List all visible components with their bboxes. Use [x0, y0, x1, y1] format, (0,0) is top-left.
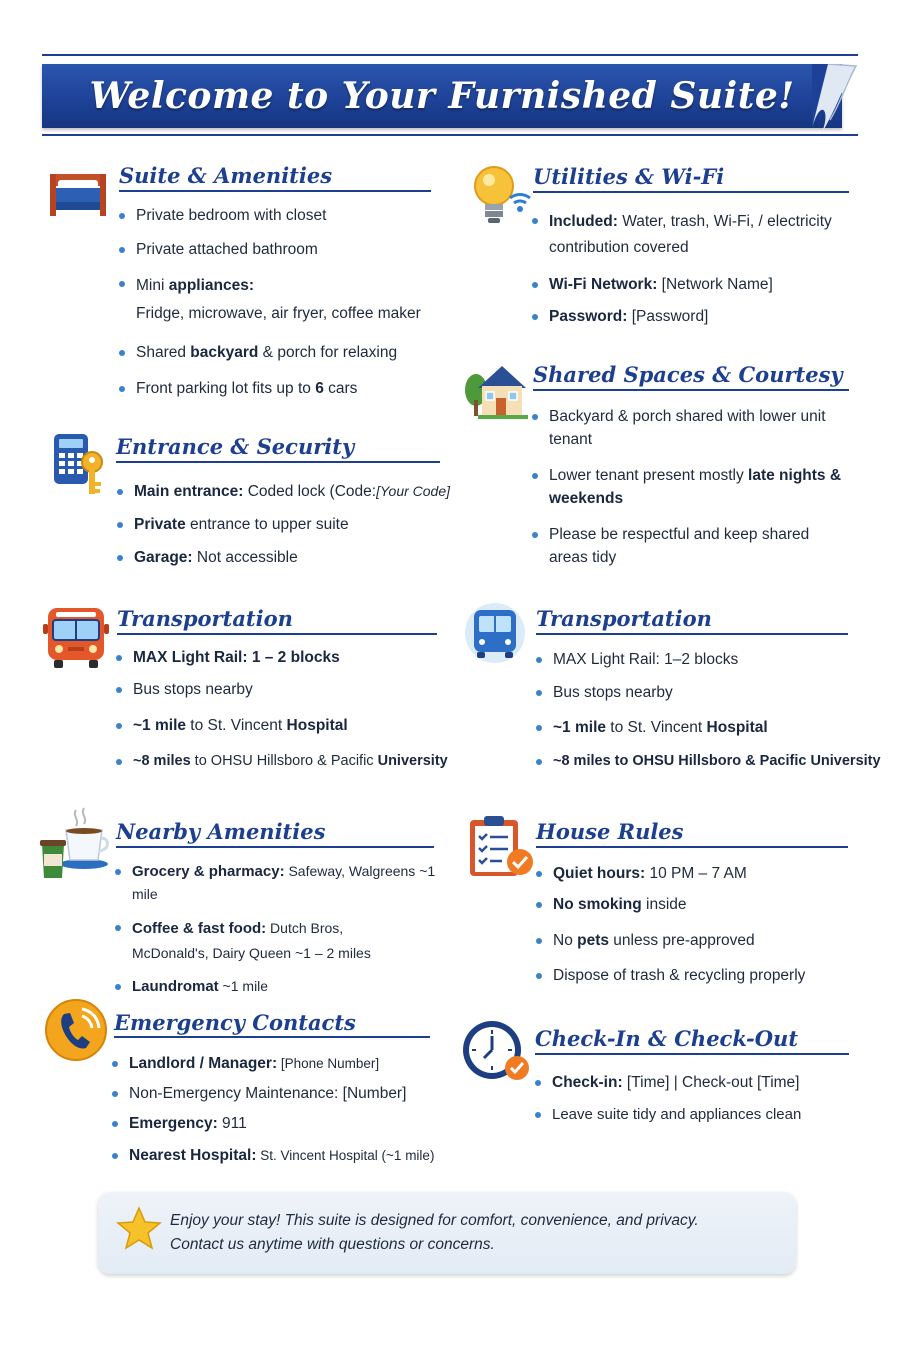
section-rule	[114, 1036, 430, 1038]
section-rule	[535, 1053, 849, 1055]
list-item: Grocery & pharmacy: Safeway, Walgreens ~1 mile	[115, 860, 455, 906]
section-title-utilities: Utilities & Wi-Fi	[533, 164, 725, 189]
banner-bottom-rule	[42, 134, 858, 136]
list-item: Lower tenant present mostly late nights & weekends	[532, 464, 842, 510]
section-title-transport-right: Transportation	[536, 606, 712, 631]
list-item: Bus stops nearby	[116, 678, 461, 701]
section-rule	[536, 633, 848, 635]
list-item: Quiet hours: 10 PM – 7 AM	[536, 862, 856, 885]
list-item: No pets unless pre-approved	[536, 929, 856, 952]
title-banner	[42, 64, 842, 128]
amenities-list	[115, 860, 455, 998]
list-item: Emergency: 911	[112, 1112, 442, 1135]
list-item: Non-Emergency Maintenance: [Number]	[112, 1082, 442, 1105]
section-title-checkin: Check-In & Check-Out	[535, 1026, 799, 1051]
page-curl-decoration	[812, 64, 858, 138]
list-item: Private attached bathroom	[119, 238, 449, 261]
list-item: Nearest Hospital: St. Vincent Hospital (~1 mile)	[112, 1144, 442, 1167]
section-title-emergency: Emergency Contacts	[114, 1010, 356, 1035]
closing-note	[98, 1192, 796, 1274]
section-title-entrance: Entrance & Security	[116, 434, 355, 459]
lightbulb-wifi-icon	[470, 164, 534, 230]
list-item: ~1 mile to St. Vincent Hospital	[116, 714, 461, 737]
list-item: Private entrance to upper suite	[117, 513, 457, 536]
entrance-list	[117, 480, 457, 569]
list-item: Mini appliances: Fridge, microwave, air fryer, coffee maker	[119, 272, 449, 328]
transport-right-list	[536, 648, 881, 773]
section-rule	[119, 190, 431, 192]
list-item: Laundromat ~1 mile	[115, 975, 455, 998]
list-item: ~8 miles to OHSU Hillsboro & Pacific University	[116, 750, 461, 773]
checkin-list	[535, 1071, 855, 1126]
emergency-list	[112, 1052, 442, 1167]
transport-left-list	[116, 646, 461, 773]
suite-list	[119, 204, 449, 400]
section-rule	[116, 846, 434, 848]
bed-icon	[48, 172, 108, 218]
list-item: ~8 miles to OHSU Hillsboro & Pacific University	[536, 750, 881, 773]
page-title: Welcome to Your Furnished Suite!	[89, 75, 795, 117]
list-item: Landlord / Manager: [Phone Number]	[112, 1052, 442, 1075]
rules-list	[536, 862, 856, 987]
section-rule	[533, 389, 849, 391]
list-item: MAX Light Rail: 1–2 blocks	[536, 648, 881, 671]
list-item: Dispose of trash & recycling properly	[536, 964, 856, 987]
section-rule	[116, 461, 440, 463]
section-title-suite: Suite & Amenities	[119, 163, 333, 188]
list-item: Password: [Password]	[532, 305, 832, 328]
bus-icon	[42, 604, 110, 670]
utilities-list	[532, 209, 832, 328]
list-item: Please be respectful and keep shared areas tidy	[532, 523, 842, 569]
closing-note-text: Enjoy your stay! This suite is designed for comfort, convenience, and privacy. Contact us anytime with questions or concerns.	[170, 1212, 699, 1253]
section-rule	[533, 191, 849, 193]
list-item: Private bedroom with closet	[119, 204, 449, 227]
bus-icon	[462, 602, 528, 664]
list-item: Leave suite tidy and appliances clean	[535, 1103, 855, 1126]
phone-icon	[44, 998, 108, 1062]
shared-list	[532, 405, 842, 569]
list-item: MAX Light Rail: 1 – 2 blocks	[116, 646, 461, 669]
keypad-key-icon	[52, 432, 106, 498]
clipboard-checklist-icon	[466, 814, 536, 878]
list-item: No smoking inside	[536, 893, 856, 916]
section-title-shared: Shared Spaces & Courtesy	[533, 362, 843, 387]
banner-top-rule	[42, 54, 858, 56]
list-item: Included: Water, trash, Wi-Fi, / electricity contribution covered	[532, 209, 832, 261]
list-item: Main entrance: Coded lock (Code:[Your Code]	[117, 480, 457, 503]
section-rule	[536, 846, 848, 848]
section-title-transport-left: Transportation	[117, 606, 293, 631]
list-item: Check-in: [Time] | Check-out [Time]	[535, 1071, 855, 1094]
list-item: Wi-Fi Network: [Network Name]	[532, 273, 832, 296]
list-item: Shared backyard & porch for relaxing	[119, 341, 449, 364]
star-icon	[116, 1206, 162, 1252]
list-item: Front parking lot fits up to 6 cars	[119, 377, 449, 400]
list-item: Backyard & porch shared with lower unit tenant	[532, 405, 842, 451]
section-rule	[117, 633, 437, 635]
list-item: Coffee & fast food: Dutch Bros, McDonald's, Dairy Queen ~1 – 2 miles	[115, 916, 455, 965]
list-item: ~1 mile to St. Vincent Hospital	[536, 716, 881, 739]
house-icon	[464, 360, 532, 420]
list-item: Bus stops nearby	[536, 681, 881, 704]
section-title-amenities: Nearby Amenities	[116, 819, 326, 844]
section-title-rules: House Rules	[536, 819, 684, 844]
clock-check-icon	[460, 1016, 532, 1084]
list-item: Garage: Not accessible	[117, 546, 457, 569]
coffee-cup-icon	[38, 806, 110, 884]
